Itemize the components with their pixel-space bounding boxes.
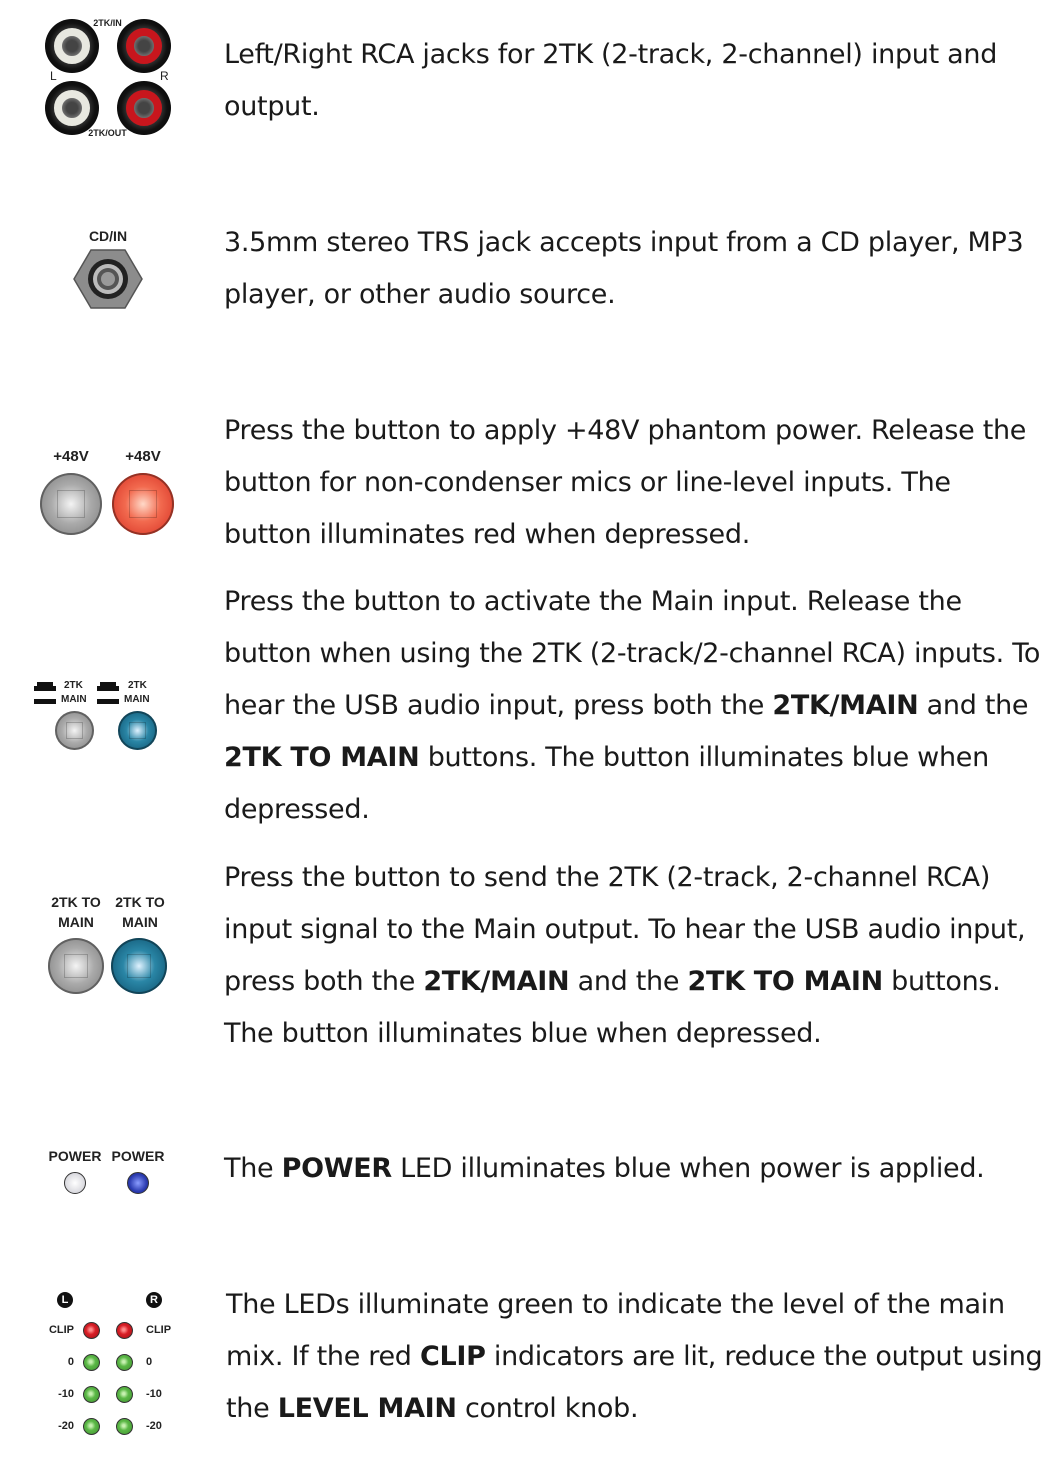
meter-label-left: -10	[58, 1388, 74, 1400]
bold-term: 2TK TO MAIN	[687, 966, 883, 997]
meter-label-left: CLIP	[48, 1324, 74, 1336]
bold-term: LEVEL MAIN	[277, 1393, 457, 1424]
meter-led-right-1	[116, 1354, 133, 1371]
description-cd-in	[224, 217, 1044, 321]
icon-label: MAIN	[122, 914, 158, 930]
phantom-power-buttons-icon	[36, 446, 181, 538]
icon-label: POWER	[48, 1148, 102, 1164]
bold-term: 2TK/MAIN	[423, 966, 570, 997]
2tk-main-buttons-icon	[32, 678, 162, 753]
bold-term: CLIP	[419, 1341, 486, 1372]
phantom-button-off	[40, 473, 102, 535]
description-text: buttons. The button illuminates blue when depressed.	[224, 966, 1001, 1049]
icon-label: MAIN	[61, 694, 87, 705]
meter-led-left-1	[83, 1354, 100, 1371]
bold-term: 2TK/MAIN	[772, 690, 919, 721]
meter-label-left: 0	[67, 1356, 74, 1368]
2tk-main-button-on	[118, 711, 157, 750]
icon-label: 2TK/IN	[93, 18, 122, 28]
icon-label: L	[50, 69, 57, 83]
meter-led-left-0	[83, 1322, 100, 1339]
icon-label: 2TK TO	[115, 894, 165, 910]
description-text: Press the button to apply +48V phantom power. Release the button for non-condenser mics or line-level inputs. The button illuminates red when depressed.	[224, 415, 1027, 550]
description-text: Press the button to activate the Main input. Release the button when using the 2TK (2-track/2-channel RCA) inputs. To hear the USB audio input, press both the	[224, 586, 1041, 721]
description-text: and the	[569, 966, 688, 997]
description-rca-jacks	[224, 29, 1044, 133]
power-led-off	[64, 1172, 86, 1194]
2tk-main-button-off	[55, 711, 94, 750]
description-text: control knob.	[456, 1393, 639, 1424]
description-text: 3.5mm stereo TRS jack accepts input from a CD player, MP3 player, or other audio source.	[224, 227, 1024, 310]
description-2tk-to-main	[224, 852, 1044, 1060]
rca-jacks-icon	[40, 14, 180, 144]
meter-led-right-2	[116, 1386, 133, 1403]
bold-term: POWER	[281, 1153, 392, 1184]
description-text: LED illuminates blue when power is applied.	[391, 1153, 985, 1184]
power-led-on	[127, 1172, 149, 1194]
icon-label: 2TK	[128, 680, 147, 691]
description-text: The LEDs illuminate green to indicate the level of the main mix. If the red	[226, 1289, 1005, 1372]
icon-label: R	[160, 69, 169, 83]
description-power-led	[224, 1143, 1044, 1195]
description-level-meter	[226, 1279, 1046, 1435]
meter-label-left: -20	[58, 1420, 74, 1432]
meter-led-left-2	[83, 1386, 100, 1403]
icon-label: 2TK TO	[51, 894, 101, 910]
icon-label: +48V	[125, 448, 161, 465]
2tk-to-main-buttons-icon	[44, 892, 174, 996]
description-2tk-main	[224, 576, 1044, 836]
icon-label: 2TK	[64, 680, 83, 691]
meter-led-right-0	[116, 1322, 133, 1339]
power-led-icon	[46, 1148, 170, 1198]
description-text: indicators are lit, reduce the output using the	[226, 1341, 1043, 1424]
2tk-to-main-button-on	[111, 938, 167, 994]
meter-label-right: CLIP	[146, 1324, 172, 1336]
right-channel-icon: R	[146, 1292, 162, 1308]
phantom-button-on	[112, 473, 174, 535]
icon-label: 2TK/OUT	[88, 128, 127, 138]
meter-label-right: 0	[146, 1356, 153, 1368]
bold-term: 2TK TO MAIN	[224, 742, 420, 773]
2tk-to-main-button-off	[48, 938, 104, 994]
icon-label: POWER	[111, 1148, 165, 1164]
level-meter-leds-icon	[40, 1290, 180, 1440]
meter-led-right-3	[116, 1418, 133, 1435]
description-text: Left/Right RCA jacks for 2TK (2-track, 2-channel) input and output.	[224, 39, 998, 122]
description-phantom-power	[224, 405, 1044, 561]
icon-label: MAIN	[58, 914, 94, 930]
icon-label: CD/IN	[88, 228, 128, 244]
description-text: The	[224, 1153, 282, 1184]
meter-label-right: -10	[146, 1388, 162, 1400]
description-text: buttons. The button illuminates blue when depressed.	[224, 742, 989, 825]
description-text: and the	[918, 690, 1029, 721]
icon-label: +48V	[53, 448, 89, 465]
meter-label-right: -20	[146, 1420, 162, 1432]
meter-led-left-3	[83, 1418, 100, 1435]
left-channel-icon: L	[57, 1292, 73, 1308]
icon-label: MAIN	[124, 694, 150, 705]
description-text: Press the button to send the 2TK (2-track, 2-channel RCA) input signal to the Main output. To hear the USB audio input, press both the	[224, 862, 1026, 997]
cd-in-jack-icon	[70, 228, 146, 312]
